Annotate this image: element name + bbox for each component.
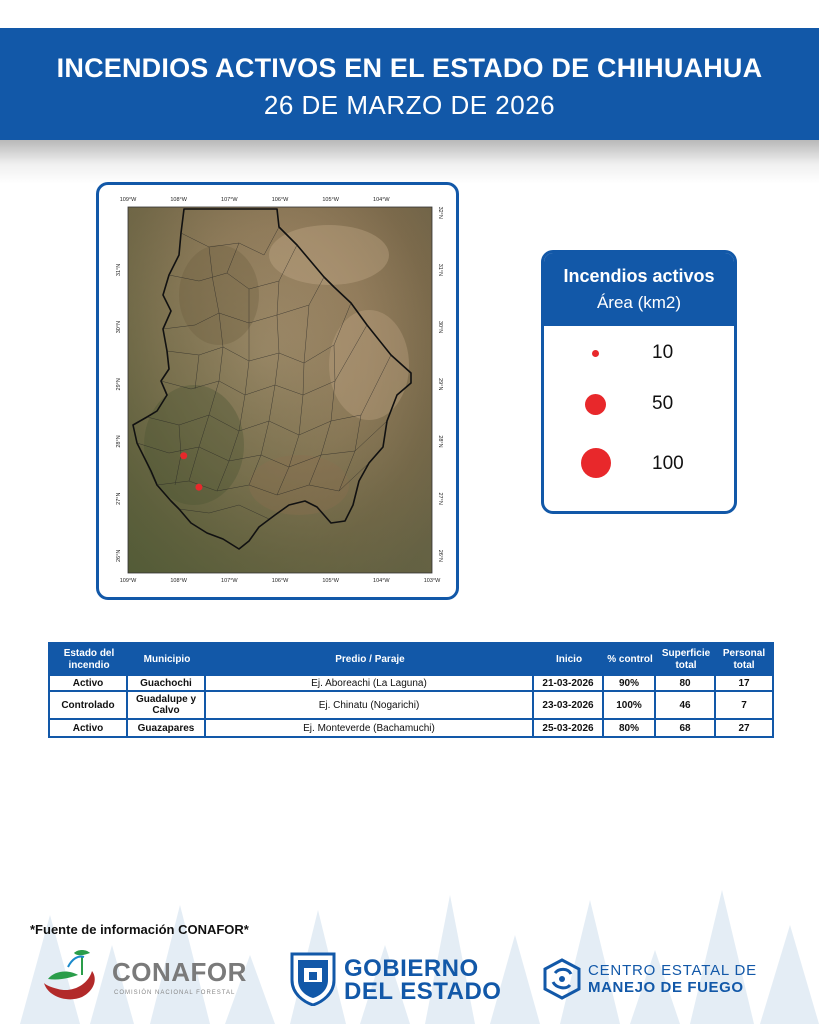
table-row bbox=[50, 676, 772, 692]
cell-predio: Ej. Monteverde (Bachamuchi) bbox=[206, 720, 534, 736]
page-title: INCENDIOS ACTIVOS EN EL ESTADO DE CHIHUAHUA bbox=[56, 53, 763, 83]
legend-panel bbox=[541, 250, 737, 514]
legend-value: 50 bbox=[652, 393, 674, 414]
cell-inicio: 25-03-2026 bbox=[534, 720, 604, 736]
gobierno-line1: GOBIERNO bbox=[344, 955, 479, 982]
map-tick-top: 106°W bbox=[271, 197, 289, 203]
legend-dot-medium bbox=[585, 394, 606, 415]
map-tick-right: 27°N bbox=[437, 492, 443, 505]
cell-superficie: 68 bbox=[656, 720, 716, 736]
map-tick-left: 30°N bbox=[116, 320, 122, 334]
source-note: *Fuente de información CONAFOR* bbox=[30, 922, 249, 937]
map-tick-left: 26°N bbox=[116, 549, 122, 562]
col-header-control: % control bbox=[607, 654, 653, 665]
cemf-emblem-icon bbox=[542, 958, 582, 1000]
gobierno-logo bbox=[288, 950, 528, 1008]
conafor-subtitle: COMISIÓN NACIONAL FORESTAL bbox=[114, 990, 236, 996]
cell-personal: 27 bbox=[716, 720, 772, 736]
cemf-line2: MANEJO DE FUEGO bbox=[588, 979, 744, 996]
map-tick-top: 104°W bbox=[373, 197, 390, 203]
fires-table bbox=[48, 642, 774, 738]
map-tick-right: 29°N bbox=[437, 378, 443, 391]
cell-control: 100% bbox=[604, 692, 656, 720]
map-tick-top: 109°W bbox=[119, 197, 137, 203]
table-row bbox=[50, 720, 772, 736]
col-header-inicio: Inicio bbox=[555, 654, 583, 665]
cell-inicio: 23-03-2026 bbox=[534, 692, 604, 720]
cell-control: 80% bbox=[604, 720, 656, 736]
map-tick-left: 28°N bbox=[116, 435, 122, 448]
map-tick-left: 29°N bbox=[116, 378, 122, 391]
cell-personal: 17 bbox=[716, 676, 772, 692]
legend-value: 10 bbox=[652, 342, 674, 363]
map-tick-right: 26°N bbox=[437, 549, 443, 562]
map-card bbox=[96, 182, 459, 600]
cemf-line1: CENTRO ESTATAL DE bbox=[588, 962, 757, 979]
legend-subtitle: Área (km2) bbox=[596, 293, 682, 312]
legend-dot-large bbox=[581, 448, 611, 478]
map-tick-top: 105°W bbox=[322, 197, 339, 203]
map-tick-right: 32°N bbox=[437, 206, 443, 219]
map-tick-right: 28°N bbox=[437, 435, 443, 448]
map-tick-left: 31°N bbox=[116, 263, 122, 277]
banner-shadow bbox=[0, 140, 819, 184]
map-tick-bottom: 104°W bbox=[373, 578, 390, 584]
map-tick-top: 107°W bbox=[221, 197, 238, 203]
gobierno-line2: DEL ESTADO bbox=[344, 978, 502, 1005]
col-header-municipio: Municipio bbox=[143, 654, 191, 665]
cell-control: 90% bbox=[604, 676, 656, 692]
cell-superficie: 46 bbox=[656, 692, 716, 720]
fire-marker bbox=[195, 484, 202, 491]
page-date: 26 DE MARZO DE 2026 bbox=[263, 90, 556, 120]
conafor-wordmark: CONAFOR bbox=[112, 957, 247, 987]
legend-item bbox=[544, 384, 734, 424]
fire-marker bbox=[180, 452, 187, 459]
legend-value: 100 bbox=[652, 453, 684, 474]
cell-estado: Controlado bbox=[50, 692, 128, 720]
map-tick-right: 31°N bbox=[437, 263, 443, 277]
legend-header bbox=[544, 253, 734, 326]
legend-item bbox=[544, 333, 734, 373]
map-tick-left: 27°N bbox=[116, 492, 122, 505]
map-tick-bottom: 106°W bbox=[271, 578, 289, 584]
cell-estado: Activo bbox=[50, 720, 128, 736]
state-shield-icon bbox=[288, 950, 338, 1006]
map-tick-bottom: 109°W bbox=[119, 578, 137, 584]
satellite-map bbox=[99, 185, 456, 597]
map-tick-right: 30°N bbox=[437, 320, 443, 334]
map-tick-bottom: 107°W bbox=[221, 578, 238, 584]
cell-predio: Ej. Aboreachi (La Laguna) bbox=[206, 676, 534, 692]
cemf-logo bbox=[542, 958, 782, 1002]
map-tick-bottom: 108°W bbox=[170, 578, 187, 584]
cell-superficie: 80 bbox=[656, 676, 716, 692]
map-tick-bottom: 103°W bbox=[423, 578, 441, 584]
map-tick-bottom: 105°W bbox=[322, 578, 339, 584]
col-header-personal: Personal total bbox=[722, 648, 766, 671]
header-banner bbox=[0, 28, 819, 140]
cell-estado: Activo bbox=[50, 676, 128, 692]
col-header-predio: Predio / Paraje bbox=[335, 654, 405, 665]
cell-inicio: 21-03-2026 bbox=[534, 676, 604, 692]
map-tick-top: 108°W bbox=[170, 197, 187, 203]
cell-personal: 7 bbox=[716, 692, 772, 720]
legend-item bbox=[544, 441, 734, 481]
cell-municipio: Guazapares bbox=[128, 720, 206, 736]
table-header-row bbox=[50, 644, 772, 676]
cell-municipio: Guachochi bbox=[128, 676, 206, 692]
col-header-superficie: Superficie total bbox=[661, 648, 711, 671]
conafor-logo bbox=[38, 945, 268, 1005]
cell-municipio: Guadalupe y Calvo bbox=[128, 692, 206, 720]
table-row bbox=[50, 692, 772, 720]
legend-dot-small bbox=[592, 350, 599, 357]
legend-title: Incendios activos bbox=[563, 266, 715, 286]
cell-predio: Ej. Chinatu (Nogarichi) bbox=[206, 692, 534, 720]
col-header-estado: Estado del incendio bbox=[63, 648, 115, 671]
conafor-emblem-icon bbox=[38, 945, 108, 1005]
